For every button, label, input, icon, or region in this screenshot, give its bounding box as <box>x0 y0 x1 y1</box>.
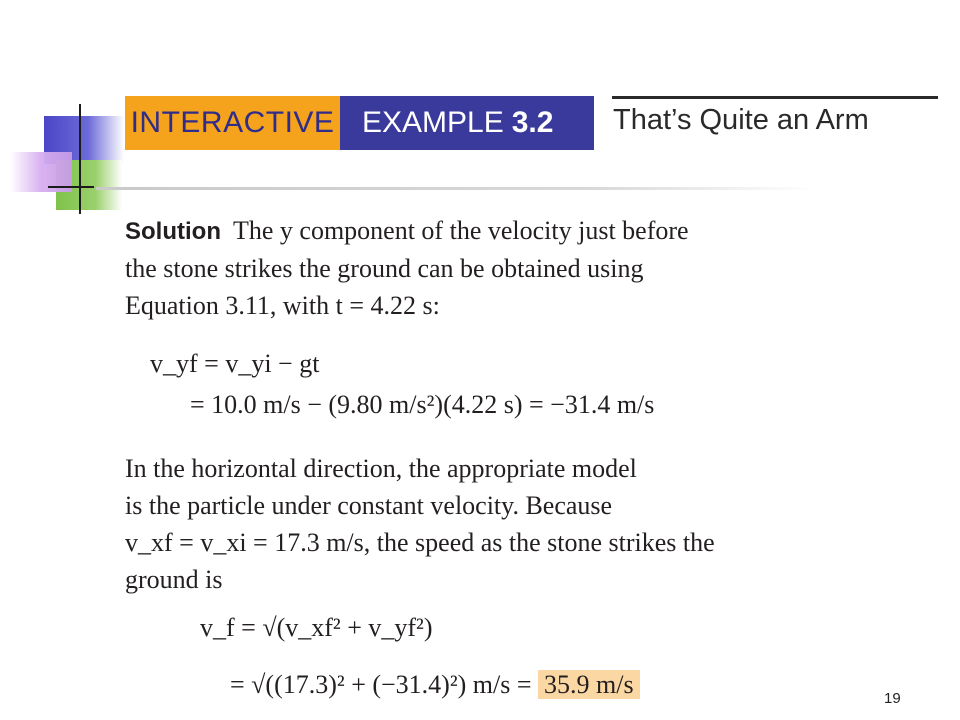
solution-paragraph <box>125 212 689 324</box>
example-title: That’s Quite an Arm <box>613 104 869 136</box>
interactive-label: INTERACTIVE <box>125 96 340 150</box>
decorative-vertical-line <box>79 104 81 214</box>
solution-line-1 <box>125 212 689 250</box>
equation-vf-expression: = √((17.3)² + (−31.4)²) m/s = <box>230 670 532 699</box>
solution-line-3: Equation 3.11, with t = 4.22 s: <box>125 291 440 320</box>
example-word: EXAMPLE <box>362 106 504 139</box>
solution-heading: Solution <box>125 218 221 245</box>
result-highlight: 35.9 m/s <box>538 670 640 699</box>
horizontal-line-2: is the particle under constant velocity. Because <box>125 491 613 520</box>
header-divider <box>96 187 816 190</box>
page-number: 19 <box>884 690 901 707</box>
horizontal-line-3: v_xf = v_xi = 17.3 m/s, the speed as the stone strikes the <box>125 528 715 557</box>
equation-vyf-line1: v_yf = v_yi − gt <box>150 349 320 378</box>
solution-text-1: The y component of the velocity just before <box>232 216 689 245</box>
equation-vf-line1: v_f = √(v_xf² + v_yf²) <box>200 613 433 642</box>
horizontal-line-1: In the horizontal direction, the appropriate model <box>125 454 637 483</box>
example-number: 3.2 <box>511 106 554 139</box>
title-rule <box>612 96 938 99</box>
equation-vyf-line2: = 10.0 m/s − (9.80 m/s²)(4.22 s) = −31.4 m/s <box>190 390 655 419</box>
example-label <box>340 96 594 150</box>
decorative-horizontal-line <box>48 186 94 188</box>
example-banner <box>125 96 594 150</box>
equation-vf-line2 <box>230 670 640 700</box>
horizontal-paragraph <box>125 450 715 598</box>
solution-line-2: the stone strikes the ground can be obtained using <box>125 254 644 283</box>
horizontal-line-4: ground is <box>125 565 223 594</box>
